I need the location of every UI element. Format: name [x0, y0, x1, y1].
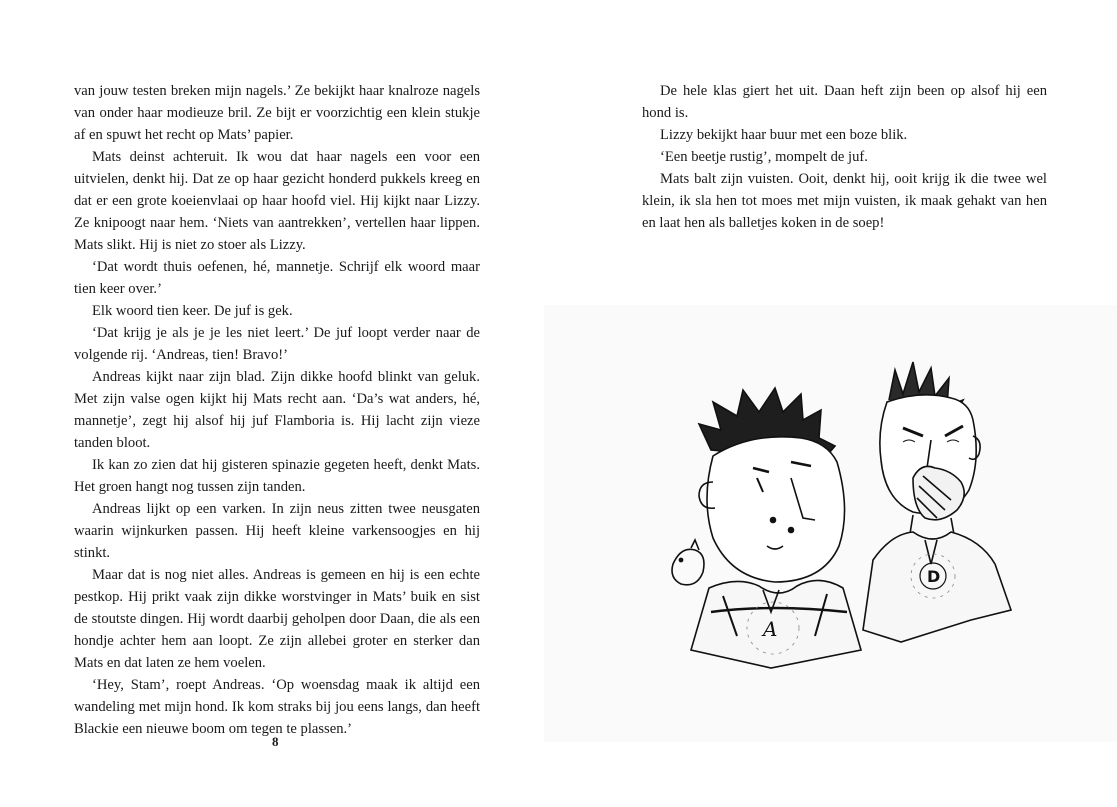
left-page-text	[74, 80, 480, 740]
paragraph: Andreas lijkt op een varken. In zijn neus zitten twee neusgaten waarin wijnkurken passen. Hij heeft kleine varkensoogjes en hij stinkt.	[74, 501, 480, 561]
paragraph: ‘Dat krijg je als je je les niet leert.’ De juf loopt verder naar de volgende rij. ‘Andreas, tien! Bravo!’	[74, 325, 480, 363]
two-boys-illustration	[651, 350, 1031, 670]
paragraph: Andreas kijkt naar zijn blad. Zijn dikke hoofd blinkt van geluk. Met zijn valse ogen kijkt hij Mats recht aan. ‘Da’s wat anders, hé, mannetje’, zegt hij alsof hij juf Flamboria is. Hij lacht zijn vieze tanden bloot.	[74, 369, 480, 451]
boy-right	[863, 362, 1011, 642]
paragraph: Mats deinst achteruit. Ik wou dat haar nagels een voor een uitvielen, denkt hij. Dat ze op haar gezicht honderd pukkels kreeg en dat er een grote koeienvlaai op haar hoofd viel. Hij kijkt naar Lizzy. Ze knipoogt naar hem. ‘Niets van aantrekken’, vertellen haar lippen. Mats slikt. Hij is niet zo stoer als Lizzy.	[74, 149, 480, 253]
boy-left	[672, 388, 861, 668]
page-number: 8	[272, 734, 279, 749]
pendant-letter-a: A	[763, 617, 778, 641]
paragraph: Maar dat is nog niet alles. Andreas is gemeen en hij is een echte pestkop. Hij prikt vaak zijn dikke worstvinger in Mats’ buik en sist de stoutste dingen. Hij wordt daarbij geholpen door Daan, die als een hondje achter hem aan loopt. Ze zijn allebei groter en sterker dan Mats en dat laten ze hem voelen.	[74, 567, 480, 671]
pendant-letter-d: D	[927, 567, 941, 586]
paragraph: Mats balt zijn vuisten. Ooit, denkt hij, ooit krijg ik die twee wel klein, ik sla hen tot moes met mijn vuisten, ik maak gehakt van hen en laat hen als balletjes koken in de soep!	[642, 171, 1047, 231]
paragraph: ‘Hey, Stam’, roept Andreas. ‘Op woensdag maak ik altijd een wandeling met mijn hond. Ik kom straks bij jou eens langs, dan heeft Blackie een nieuwe boom om tegen te plassen.’	[74, 677, 480, 737]
paragraph: van jouw testen breken mijn nagels.’ Ze bekijkt haar knalroze nagels van onder haar modieuze bril. Ze bijt er voorzichtig een klein stukje af en spuwt het recht op Mats’ papier.	[74, 83, 480, 143]
paragraph: ‘Dat wordt thuis oefenen, hé, mannetje. Schrijf elk woord maar tien keer over.’	[74, 259, 480, 297]
paragraph: De hele klas giert het uit. Daan heft zijn been op alsof hij een hond is.	[642, 83, 1047, 121]
right-page	[556, 0, 1117, 807]
paragraph: Ik kan zo zien dat hij gisteren spinazie gegeten heeft, denkt Mats. Het groen hangt nog tussen zijn tanden.	[74, 457, 480, 495]
left-page	[0, 0, 556, 807]
paragraph: ‘Een beetje rustig’, mompelt de juf.	[660, 149, 868, 165]
right-page-text	[642, 80, 1047, 234]
paragraph: Lizzy bekijkt haar buur met een boze blik.	[660, 127, 908, 143]
paragraph: Elk woord tien keer. De juf is gek.	[92, 303, 293, 319]
